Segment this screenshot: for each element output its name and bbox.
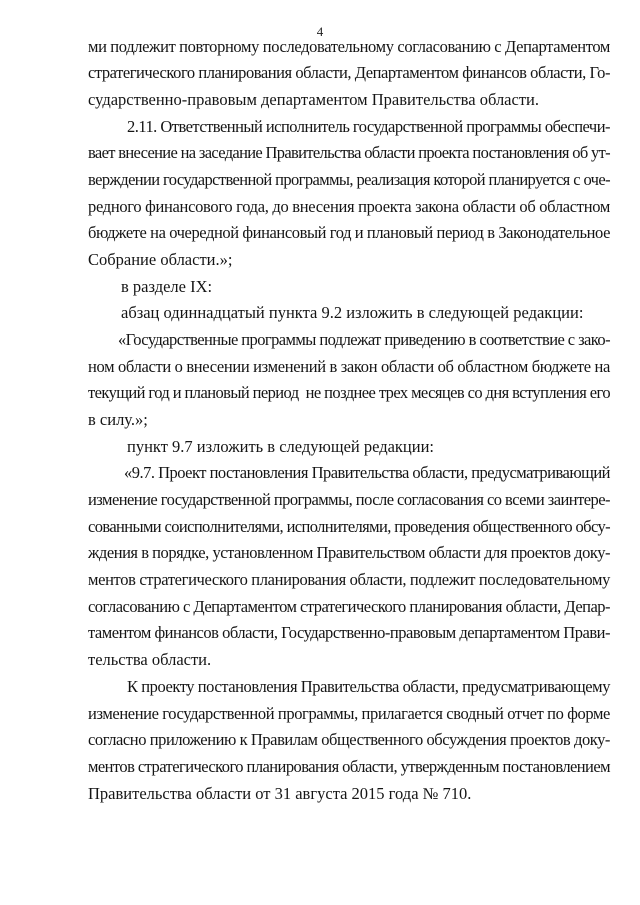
text-line: ми подлежит повторному последовательному согласованию с Департаментом bbox=[88, 36, 610, 56]
text-line: редного финансового года, до внесения проекта закона области об областном bbox=[88, 196, 610, 216]
text-line: ментов стратегического планирования области, утвержденным постановлением bbox=[88, 756, 610, 776]
text-line: ждения в порядке, установленном Правительством области для проектов доку- bbox=[88, 543, 610, 563]
text-line: в силу.»; bbox=[88, 410, 148, 430]
text-line: изменение государственной программы, после согласования со всеми заинтере- bbox=[88, 490, 610, 510]
text-line: Правительства области от 31 августа 2015 года № 710. bbox=[88, 783, 472, 803]
text-line: ном области о внесении изменений в закон области об областном бюджете на bbox=[88, 356, 610, 376]
text-line: текущий год и плановый период не позднее трех месяцев со дня вступления его bbox=[88, 383, 610, 403]
paragraph-first-line: «9.7. Проект постановления Правительства области, предусматривающий bbox=[124, 463, 610, 483]
text-line: Собрание области.»; bbox=[88, 249, 233, 269]
text-line: вает внесение на заседание Правительства области проекта постановления об ут- bbox=[88, 143, 610, 163]
paragraph-first-line: 2.11. Ответственный исполнитель государственной программы обеспечи- bbox=[127, 116, 610, 136]
text-line: согласно приложению к Правилам общественного обсуждения проектов доку- bbox=[88, 730, 610, 750]
text-line: изменение государственной программы, прилагается сводный отчет по форме bbox=[88, 703, 610, 723]
text-line: согласованию с Департаментом стратегического планирования области, Депар- bbox=[88, 596, 610, 616]
text-line: сованными соисполнителями, исполнителями, проведения общественного обсу- bbox=[88, 516, 610, 536]
text-line: верждении государственной программы, реализация которой планируется с оче- bbox=[88, 169, 610, 189]
text-line: бюджете на очередной финансовый год и плановый период в Законодательное bbox=[88, 223, 610, 243]
text-line: сударственно-правовым департаментом Правительства области. bbox=[88, 89, 539, 109]
paragraph-first-line: в разделе IX: bbox=[121, 276, 213, 296]
text-line: стратегического планирования области, Департаментом финансов области, Го- bbox=[88, 63, 610, 83]
paragraph-first-line: абзац одиннадцатый пункта 9.2 изложить в следующей редакции: bbox=[121, 303, 584, 323]
paragraph-first-line: «Государственные программы подлежат приведению в соответствие с зако- bbox=[118, 329, 610, 349]
text-line: ментов стратегического планирования области, подлежит последовательному bbox=[88, 570, 610, 590]
paragraph-first-line: К проекту постановления Правительства области, предусматривающему bbox=[127, 676, 610, 696]
page-number: 4 bbox=[316, 24, 324, 39]
text-line: тельства области. bbox=[88, 650, 212, 670]
text-line: таментом финансов области, Государственно-правовым департаментом Прави- bbox=[88, 623, 610, 643]
paragraph-first-line: пункт 9.7 изложить в следующей редакции: bbox=[127, 436, 435, 456]
